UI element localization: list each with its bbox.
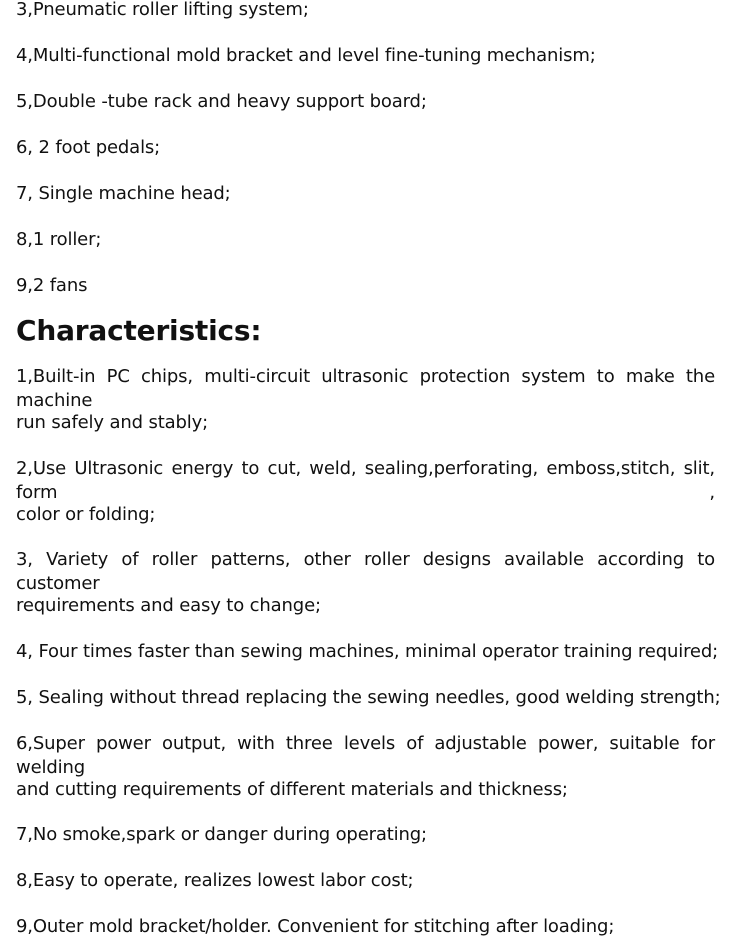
component-item-7: 7, Single machine head; [16,183,231,204]
characteristic-line: 9,Outer mold bracket/holder. Convenient for stitching after loading; [16,916,615,937]
characteristic-line: 8,Easy to operate, realizes lowest labor cost; [16,870,414,891]
component-item-3: 3,Pneumatic roller lifting system; [16,0,309,20]
component-item-4: 4,Multi-functional mold bracket and level fine-tuning mechanism; [16,45,596,66]
characteristic-line: run safely and stably; [16,412,209,433]
component-item-5: 5,Double -tube rack and heavy support board; [16,91,427,112]
characteristic-line: 5, Sealing without thread replacing the sewing needles, good welding strength; [16,687,721,708]
characteristic-line: 7,No smoke,spark or danger during operating; [16,824,427,845]
characteristic-line: 2,Use Ultrasonic energy to cut, weld, sealing,perforating, emboss,stitch, slit, form , [16,458,715,503]
component-item-8: 8,1 roller; [16,229,102,250]
characteristic-line: 6,Super power output, with three levels of adjustable power, suitable for welding [16,733,715,778]
characteristic-line: 4, Four times faster than sewing machines, minimal operator training required; [16,641,719,662]
component-item-6: 6, 2 foot pedals; [16,137,161,158]
component-item-9: 9,2 fans [16,275,88,296]
characteristic-line: requirements and easy to change; [16,595,321,616]
characteristics-heading: Characteristics: [16,314,262,347]
characteristic-line: 1,Built-in PC chips, multi-circuit ultrasonic protection system to make the machine [16,366,715,411]
characteristic-line: 3, Variety of roller patterns, other roller designs available according to customer [16,549,715,594]
characteristic-line: color or folding; [16,504,156,525]
characteristic-line: and cutting requirements of different materials and thickness; [16,779,568,800]
